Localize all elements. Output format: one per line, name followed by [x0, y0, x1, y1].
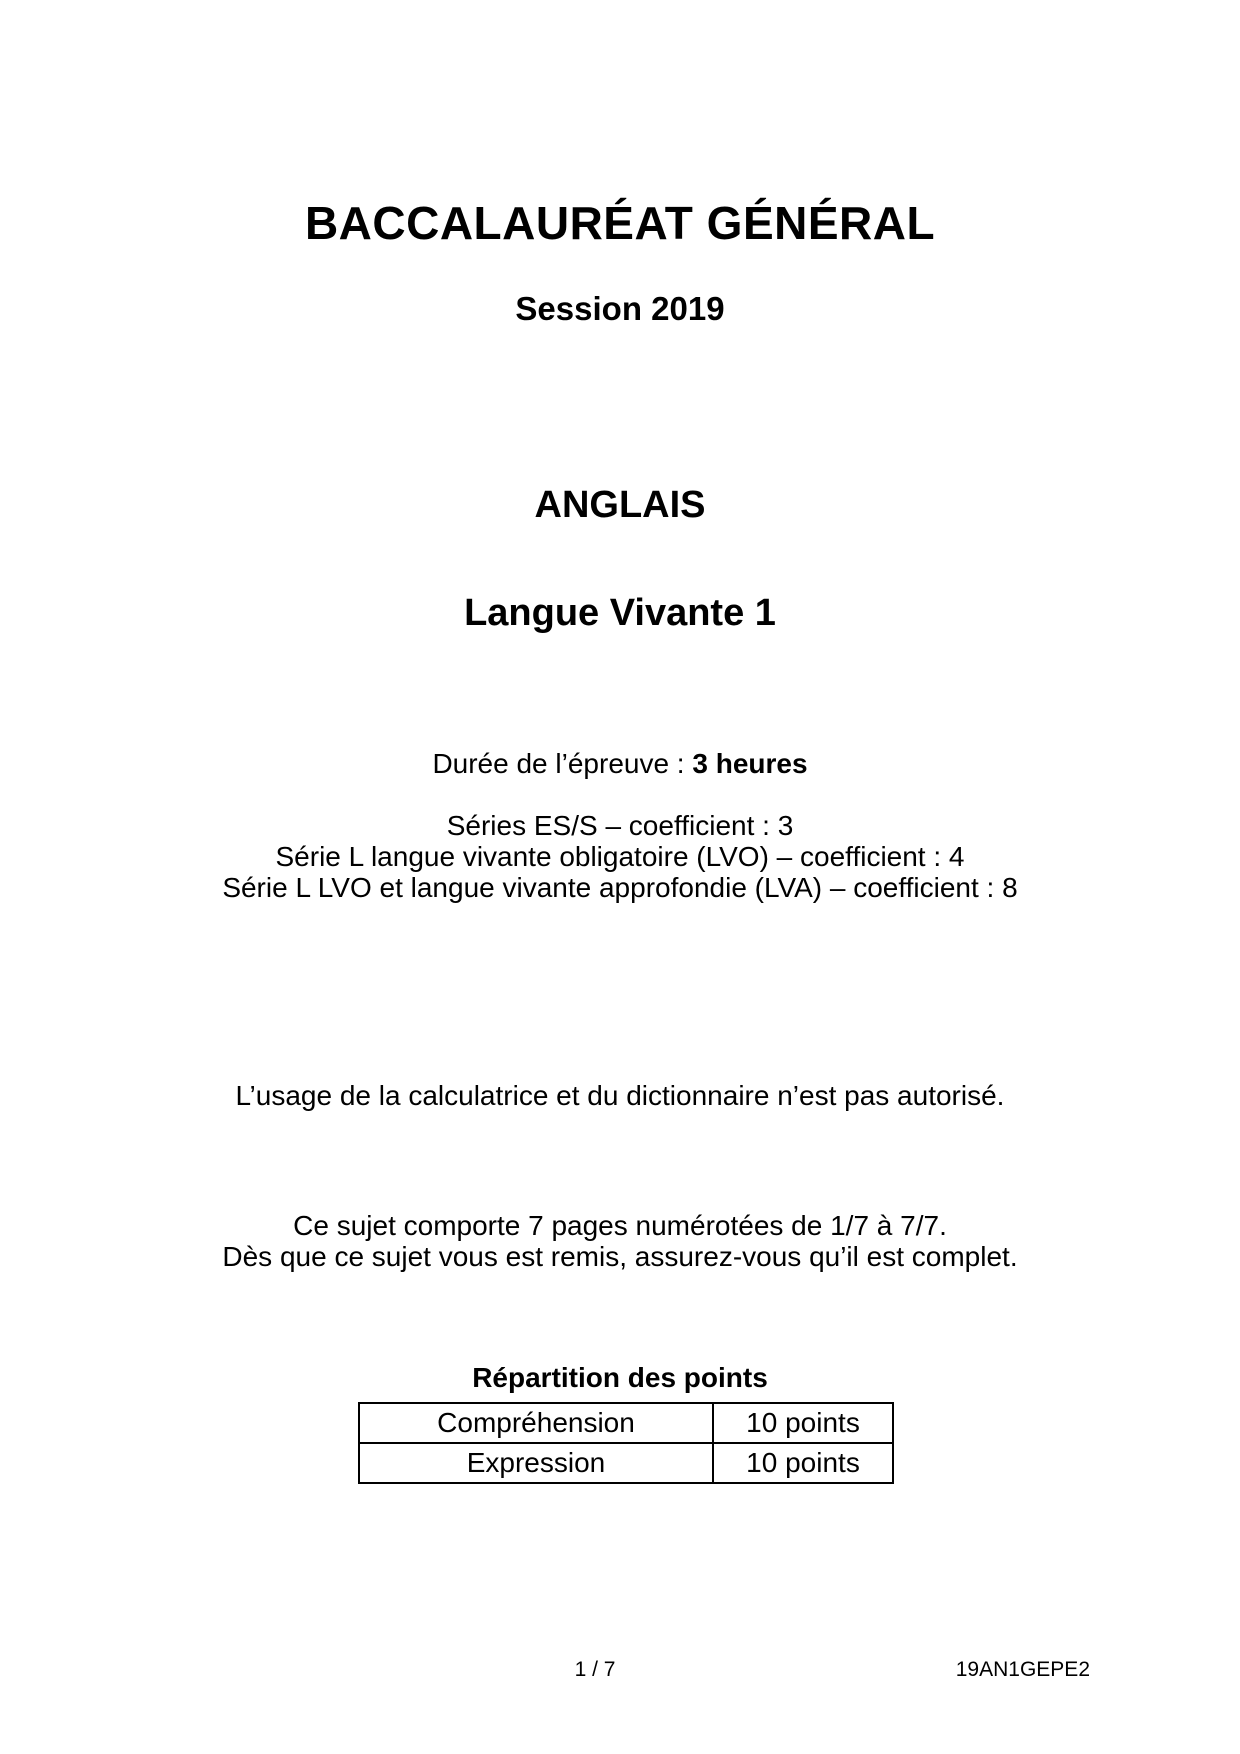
table-row-comprehension: [359, 1403, 893, 1443]
document-title: BACCALAURÉAT GÉNÉRAL: [304, 197, 936, 249]
comprehension-label-cell: Compréhension: [359, 1403, 713, 1443]
series-line-l-lva: Série L LVO et langue vivante approfondie (LVA) – coefficient : 8: [222, 872, 1018, 903]
duration-line: [0, 748, 1240, 780]
points-table: [358, 1402, 894, 1484]
expression-label-cell: Expression: [359, 1443, 713, 1483]
level-heading: Langue Vivante 1: [464, 592, 776, 634]
table-row-expression: [359, 1443, 893, 1483]
calculator-notice: L’usage de la calculatrice et du dictionnaire n’est pas autorisé.: [235, 1080, 1005, 1111]
points-table-title: Répartition des points: [472, 1362, 768, 1393]
series-line-l-lvo: Série L langue vivante obligatoire (LVO) – coefficient : 4: [275, 841, 965, 872]
duration-value: 3 heures: [692, 748, 808, 779]
subject-heading: ANGLAIS: [534, 484, 706, 526]
pages-notice-block: [0, 1210, 1240, 1272]
duration-label: Durée de l’épreuve :: [432, 748, 693, 779]
pages-notice-line1: Ce sujet comporte 7 pages numérotées de 1/7 à 7/7.: [293, 1210, 947, 1241]
series-coefficients-block: [0, 810, 1240, 903]
expression-points-cell: 10 points: [713, 1443, 893, 1483]
footer-page-number: 1 / 7: [574, 1658, 616, 1681]
footer-reference-code: 19AN1GEPE2: [955, 1658, 1090, 1681]
series-line-es-s: Séries ES/S – coefficient : 3: [446, 810, 794, 841]
session-subtitle: Session 2019: [515, 290, 725, 327]
comprehension-points-cell: 10 points: [713, 1403, 893, 1443]
pages-notice-line2: Dès que ce sujet vous est remis, assurez-vous qu’il est complet.: [222, 1241, 1018, 1272]
